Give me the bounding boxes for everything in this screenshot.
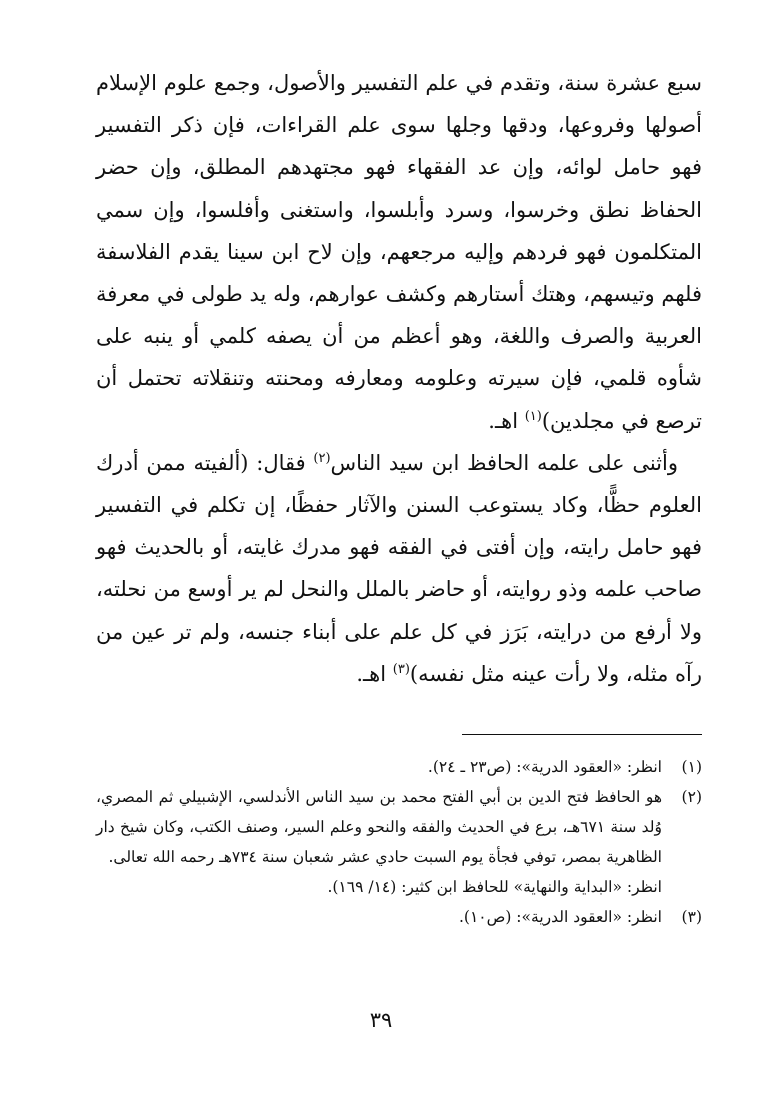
footnote-ref-2: (٢) [313, 450, 331, 466]
paragraph-2-text-start: وأثنى على علمه الحافظ ابن سيد الناس [330, 450, 678, 475]
footnote-ref-1: (١) [524, 408, 542, 424]
footnote-2-reference: انظر: «البداية والنهاية» للحافظ ابن كثير: (١٤/ ١٦٩). [327, 878, 662, 896]
paragraph-2-ending: اهـ. [356, 661, 393, 686]
paragraph-2 [96, 442, 702, 695]
footnote-1-body [96, 752, 662, 782]
footnote-3 [96, 902, 702, 932]
page-number: ٣٩ [369, 1008, 393, 1032]
paragraph-1-ending: اهـ. [488, 408, 525, 433]
footnote-1-number: (١) [681, 758, 702, 776]
footnote-3-body [96, 902, 662, 932]
paragraph-2-text-rest: فقال: (ألفيته ممن أدرك العلوم حظًّا، وكاد يستوعب السنن والآثار حفظًا، إن تكلم في التفسير فهو حامل رايته، وإن أفتى في الفقه فهو مدرك غايته، أو بالحديث فهو صاحب علمه وذو روايته، أو حاضر بالملل والنحل لم ير أوسع من نحلته، ولا أرفع من درايته، بَرَز في كل علم على أبناء جنسه، ولم تر عين من رآه مثله، ولا رأت عينه مثل نفسه) [96, 450, 702, 686]
paragraph-1 [96, 62, 702, 442]
footnote-3-text: انظر: «العقود الدرية»: (ص١٠). [458, 908, 662, 926]
footnote-2-text: هو الحافظ فتح الدين بن أبي الفتح محمد بن سيد الناس الأندلسي، الإشبيلي ثم المصري، وُلد سنة ٦٧١هـ، برع في الحديث والفقه والنحو وعلم السير، وصنف الكتب، وكان شيخ دار الظاهرية بمصر، توفي فجأة يوم السبت حادي عشر شعبان سنة ٧٣٤هـ رحمه الله تعالى. [96, 788, 662, 866]
footnote-divider [462, 734, 702, 735]
footnote-1 [96, 752, 702, 782]
footnote-1-text: انظر: «العقود الدرية»: (ص٢٣ ـ ٢٤). [427, 758, 662, 776]
footnotes-section [96, 752, 702, 932]
footnote-2-number: (٢) [681, 788, 702, 806]
paragraph-1-text: سبع عشرة سنة، وتقدم في علم التفسير والأصول، وجمع علوم الإسلام أصولها وفروعها، ودقها وجلها سوى علم القراءات، فإن ذكر التفسير فهو حامل لوائه، وإن عد الفقهاء فهو مجتهدهم المطلق، وإن حضر الحفاظ نطق وخرسوا، وسرد وأبلسوا، واستغنى وأفلسوا، وإن سمي المتكلمون فهو فردهم وإليه مرجعهم، وإن لاح ابن سينا يقدم الفلاسفة فلهم وتيسهم، وهتك أستارهم وكشف عوارهم، وله يد طولى في معرفة العربية والصرف واللغة، وهو أعظم من أن يصفه كلمي أو ينبه على شأوه قلمي، فإن سيرته وعلومه ومعارفه ومحنته وتنقلاته تحتمل أن ترصع في مجلدين) [96, 71, 702, 433]
main-text [96, 62, 702, 695]
footnote-ref-3: (٣) [392, 661, 410, 677]
footnote-2 [96, 782, 702, 902]
footnote-2-body [96, 782, 662, 902]
footnote-3-number: (٣) [681, 908, 702, 926]
